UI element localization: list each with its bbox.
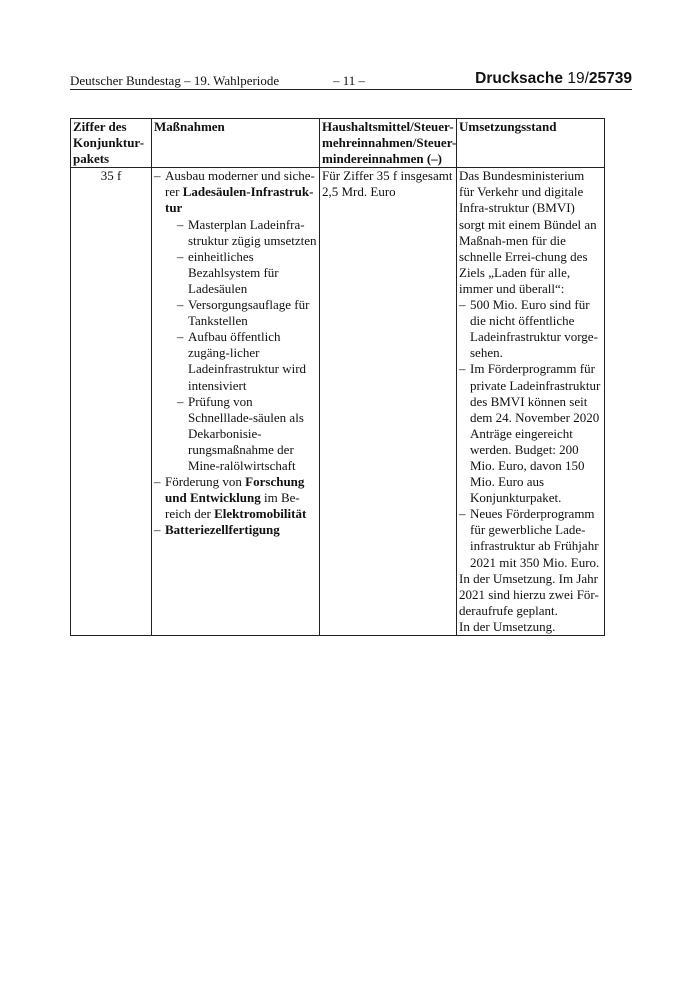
- parliament-period: Deutscher Bundestag – 19. Wahlperiode: [70, 73, 280, 88]
- document-number-suffix: 25739: [588, 70, 632, 87]
- list-item: – Prüfung von Schnelllade-säulen als Dekarbonisie-rungsmaßnahme der Mine-ralölwirtschaft: [177, 394, 317, 474]
- table-row: [71, 168, 605, 636]
- measure-text: Ausbau moderner und siche-rer: [165, 168, 315, 200]
- sub-measures-list: [177, 217, 317, 475]
- measures-table: [70, 118, 605, 636]
- list-item: – Aufbau öffentlich zugäng-licher Ladeinfrastruktur wird intensiviert: [177, 329, 317, 393]
- measure-text: Förderung von: [165, 474, 246, 490]
- measures-list: [154, 168, 317, 538]
- page-header: [70, 70, 632, 90]
- measure-bold-text: Ladesäulen-Infrastruk-tur: [165, 184, 314, 216]
- measure-bold-text: Batteriezellfertigung: [165, 522, 280, 538]
- column-header-ziffer: Ziffer des Konjunktur-pakets: [71, 119, 152, 168]
- list-item: – Im Förderprogramm für private Ladeinfrastruktur des BMVI können seit dem 24. November 2020 Anträge eingereicht werden. Budget: 200 Mio. Euro, davon 150 Mio. Euro aus Konjunkturpaket.: [459, 361, 602, 506]
- column-header-massnahmen: Maßnahmen: [152, 119, 320, 168]
- cell-ziffer: 35 f: [71, 168, 152, 636]
- list-item: – Versorgungsauflage für Tankstellen: [177, 297, 317, 329]
- column-header-umsetzungsstand: Umsetzungsstand: [457, 119, 605, 168]
- status-outro: In der Umsetzung.: [459, 618, 556, 634]
- document-number: [475, 70, 632, 88]
- list-item: – einheitliches Bezahlsystem für Ladesäulen: [177, 249, 317, 297]
- status-outro: In der Umsetzung. Im Jahr 2021 sind hierzu zwei För-deraufrufe geplant.: [459, 570, 599, 618]
- cell-haushaltsmittel: Für Ziffer 35 f insgesamt 2,5 Mrd. Euro: [320, 168, 457, 636]
- measure-bold-text: Elektromobilität: [214, 506, 307, 522]
- cell-umsetzungsstand: [457, 168, 605, 636]
- list-item: – Masterplan Ladeinfra-struktur zügig umsetzten: [177, 217, 317, 249]
- document-number-label: Drucksache: [475, 70, 564, 87]
- list-item: [154, 168, 317, 474]
- table-header-row: [71, 119, 605, 168]
- list-item: [154, 522, 317, 538]
- measure-bold-text: Forschung und Entwicklung: [165, 474, 305, 506]
- column-header-haushaltsmittel: Haushaltsmittel/Steuer-mehreinnahmen/Steuer-mindereinnahmen (–): [320, 119, 457, 168]
- list-item: – Neues Förderprogramm für gewerbliche Lade-infrastruktur ab Frühjahr 2021 mit 350 Mio. Euro.: [459, 506, 602, 570]
- status-list: [459, 297, 602, 571]
- page-number: – 11 –: [333, 73, 366, 88]
- list-item: [154, 474, 317, 522]
- status-intro: Das Bundesministerium für Verkehr und digitale Infra-struktur (BMVI) sorgt mit einem Bündel an Maßnah-men für die schnelle Errei-chung des Ziels „Laden für alle, immer und überall“:: [459, 168, 597, 296]
- document-number-prefix: 19/: [567, 70, 589, 87]
- list-item: – 500 Mio. Euro sind für die nicht öffentliche Ladeinfrastruktur vorge-sehen.: [459, 297, 602, 361]
- cell-massnahmen: [152, 168, 320, 636]
- header-rule: [70, 89, 632, 90]
- measure-text: im Be-reich der: [165, 490, 300, 522]
